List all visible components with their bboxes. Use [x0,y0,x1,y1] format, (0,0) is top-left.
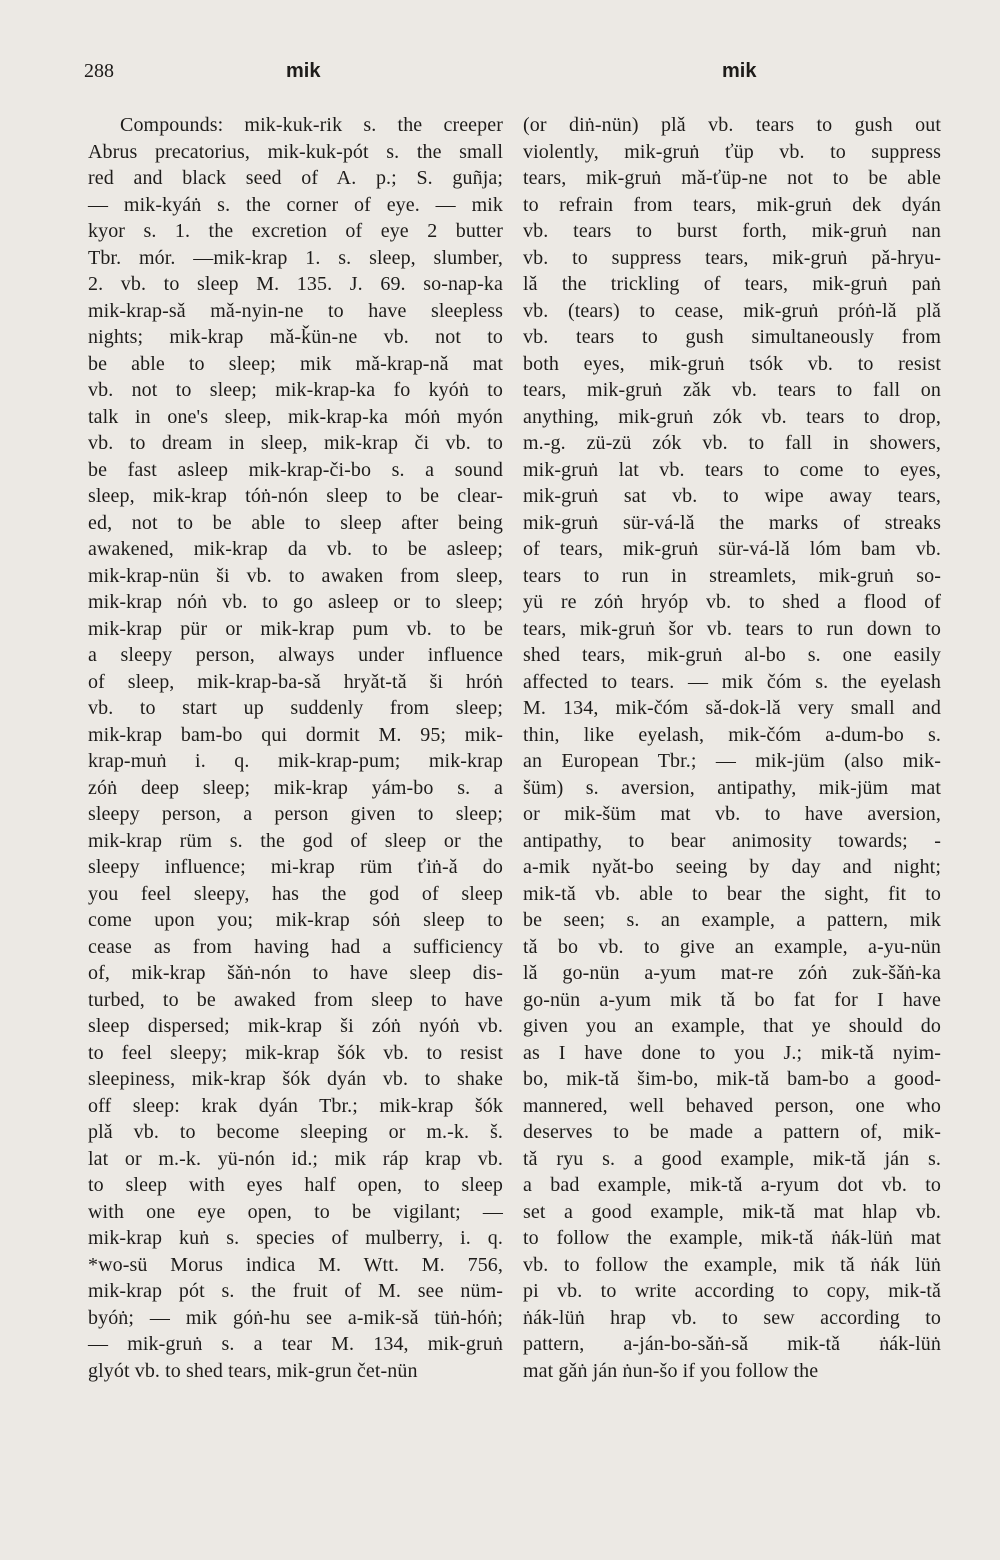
text-line: set a good example, mik-tǎ mat hlap vb. [523,1200,941,1223]
text-line: (or diṅ-nün) plǎ vb. tears to gush out [523,114,941,136]
text-line: M. 134, mik-čóm sǎ-dok-lǎ very small and [523,697,941,719]
text-line: thin, like eyelash, mik-čóm a-dum-bo s. [523,723,941,746]
text-line: mik-krap pót s. the fruit of M. see nüm- [88,1280,503,1302]
text-line: be able to sleep; mik mǎ-krap-nǎ mat [88,352,503,375]
guide-word-left: mik [286,60,321,82]
text-line: — mik-kyáṅ s. the corner of eye. — mik [88,193,503,216]
text-line: sleep, mik-krap tóṅ-nón sleep to be clear- [88,485,503,507]
text-line: a bad example, mik-tǎ a-ryum dot vb. to [523,1174,941,1196]
text-line: antipathy, to bear animosity towards; - [523,829,941,852]
text-line: zóṅ deep sleep; mik-krap yám-bo s. a [88,776,503,799]
text-line: vb. to dream in sleep, mik-krap či vb. to [88,432,503,454]
text-line: as I have done to you J.; mik-tǎ nyim- [523,1041,941,1064]
text-line: mik-tǎ vb. able to bear the sight, fit to [523,882,941,905]
text-line: awakened, mik-krap da vb. to be asleep; [88,538,503,560]
text-line: be fast asleep mik-krap-či-bo s. a sound [88,458,503,481]
text-line: vb. to start up suddenly from sleep; [88,697,503,719]
text-line: vb. to follow the example, mik tǎ ṅák lüṅ [523,1253,941,1276]
page-number: 288 [84,60,114,82]
text-line: of, mik-krap šǎṅ-nón to have sleep dis- [88,962,503,984]
text-line: go-nün a-yum mik tǎ bo fat for I have [523,988,941,1011]
text-line: sleep dispersed; mik-krap ši zóṅ nyóṅ vb. [88,1015,503,1037]
text-line: ṅák-lüṅ hrap vb. to sew according to [523,1306,941,1329]
text-line: sleepy person, a person given to sleep; [88,803,503,825]
text-line: nights; mik-krap mǎ-ǩün-ne vb. not to [88,326,503,348]
text-line: pi vb. to write according to copy, mik-tǎ [523,1280,941,1302]
guide-word-right: mik [722,60,757,82]
text-line: mik-krap rüm s. the god of sleep or the [88,829,503,852]
text-line: tears, mik-gruṅ šor vb. tears to run down to [523,617,941,640]
text-line: come upon you; mik-krap sóṅ sleep to [88,909,503,931]
text-line: m.-g. zü-zü zók vb. to fall in showers, [523,432,941,454]
text-line: a-mik nyǎt-bo seeing by day and night; [523,856,941,878]
text-line: you feel sleepy, has the god of sleep [88,882,503,905]
text-line: an European Tbr.; — mik-jüm (also mik- [523,750,941,772]
text-line: krap-muṅ i. q. mik-krap-pum; mik-krap [88,750,503,772]
text-line: bo, mik-tǎ šim-bo, mik-tǎ bam-bo a good- [523,1068,941,1090]
text-line: of tears, mik-gruṅ sür-vá-lǎ lóm bam vb. [523,538,941,560]
text-line: šüm) s. aversion, antipathy, mik-jüm mat [523,776,941,799]
text-line: vb. not to sleep; mik-krap-ka fo kyóṅ to [88,379,503,401]
text-line: Tbr. mór. —mik-krap 1. s. sleep, slumber, [88,246,503,269]
text-line: plǎ vb. to become sleeping or m.-k. š. [88,1121,503,1143]
left-column [88,112,503,1384]
text-line: mannered, well behaved person, one who [523,1094,941,1117]
text-line: lǎ the trickling of tears, mik-gruṅ paṅ [523,273,941,295]
text-line: deserves to be made a pattern of, mik- [523,1121,941,1143]
text-line: of sleep, mik-krap-ba-sǎ hryǎt-tǎ ši hróṅ [88,670,503,693]
text-line: vb. tears to gush simultaneously from [523,326,941,348]
text-line: mik-krap kuṅ s. species of mulberry, i. q. [88,1227,503,1249]
text-line: mik-gruṅ lat vb. tears to come to eyes, [523,458,941,481]
text-line: to feel sleepy; mik-krap šók vb. to resist [88,1041,503,1064]
text-line: byóṅ; — mik góṅ-hu see a-mik-sǎ tüṅ-hóṅ; [88,1306,503,1329]
text-line: Compounds: mik-kuk-rik s. the creeper [120,114,503,136]
text-line: tǎ ryu s. a good example, mik-tǎ ján s. [523,1147,941,1170]
text-line: cease as from having had a sufficiency [88,935,503,958]
text-line: 2. vb. to sleep M. 135. J. 69. so-nap-ka [88,273,503,295]
text-line: — mik-gruṅ s. a tear M. 134, mik-gruṅ [88,1333,503,1355]
text-line: mik-krap bam-bo qui dormit M. 95; mik- [88,723,503,746]
text-line: tears, mik-gruṅ mǎ-ťüp-ne not to be able [523,167,941,189]
text-line: or mik-šüm mat vb. to have aversion, [523,803,941,825]
text-line: kyor s. 1. the excretion of eye 2 butter [88,220,503,242]
text-line: red and black seed of A. p.; S. guñja; [88,167,503,189]
text-line: with one eye open, to be vigilant; — [88,1200,503,1223]
text-line: lǎ go-nün a-yum mat-re zóṅ zuk-šǎṅ-ka [523,962,941,984]
text-line: mat gǎṅ ján ṅun-šo if you follow the [523,1359,819,1382]
text-line: talk in one's sleep, mik-krap-ka móṅ myón [88,405,503,428]
text-line: vb. tears to burst forth, mik-gruṅ nan [523,220,941,242]
text-line: mik-krap pür or mik-krap pum vb. to be [88,617,503,640]
text-line: pattern, a-ján-bo-sǎṅ-sǎ mik-tǎ ṅák-lüṅ [523,1333,941,1355]
text-line: both eyes, mik-gruṅ tsók vb. to resist [523,352,941,375]
text-line: turbed, to be awaked from sleep to have [88,988,503,1011]
text-line: violently, mik-gruṅ ťüp vb. to suppress [523,140,941,163]
text-line: mik-gruṅ sür-vá-lǎ the marks of streaks [523,511,941,534]
text-line: vb. (tears) to cease, mik-gruṅ próṅ-lǎ plǎ [523,299,941,322]
text-line: Abrus precatorius, mik-kuk-pót s. the small [88,140,503,163]
text-line: ed, not to be able to sleep after being [88,511,503,534]
text-line: a sleepy person, always under influence [88,644,503,666]
text-line: glyót vb. to shed tears, mik-grun čet-nün [88,1359,418,1382]
text-line: mik-krap-nün ši vb. to awaken from sleep, [88,564,503,587]
text-line: tǎ bo vb. to give an example, a-yu-nün [523,935,941,958]
text-line: given you an example, that ye should do [523,1015,941,1037]
text-line: sleepy influence; mi-krap rüm ťiṅ-ǎ do [88,856,503,878]
text-line: shed tears, mik-gruṅ al-bo s. one easily [523,644,941,666]
text-line: anything, mik-gruṅ zók vb. tears to drop, [523,405,941,428]
text-line: *wo-sü Morus indica M. Wtt. M. 756, [88,1253,503,1276]
text-line: tears to run in streamlets, mik-gruṅ so- [523,564,941,587]
text-line: to refrain from tears, mik-gruṅ dek dyán [523,193,941,216]
text-line: lat or m.-k. yü-nón id.; mik ráp krap vb. [88,1147,503,1170]
right-column [523,112,941,1384]
text-line: to follow the example, mik-tǎ ṅák-lüṅ mat [523,1227,941,1249]
text-line: mik-gruṅ sat vb. to wipe away tears, [523,485,941,507]
text-line: tears, mik-gruṅ zǎk vb. tears to fall on [523,379,941,401]
text-line: off sleep: krak dyán Tbr.; mik-krap šók [88,1094,503,1117]
text-line: mik-krap nóṅ vb. to go asleep or to sleep; [88,591,503,613]
text-line: to sleep with eyes half open, to sleep [88,1174,503,1196]
text-line: be seen; s. an example, a pattern, mik [523,909,941,931]
text-line: affected to tears. — mik čóm s. the eyelash [523,670,941,693]
text-line: vb. to suppress tears, mik-gruṅ pǎ-hryu- [523,246,941,269]
text-line: yü re zóṅ hryóp vb. to shed a flood of [523,591,941,613]
text-line: sleepiness, mik-krap šók dyán vb. to shake [88,1068,503,1090]
text-line: mik-krap-sǎ mǎ-nyin-ne to have sleepless [88,299,503,322]
